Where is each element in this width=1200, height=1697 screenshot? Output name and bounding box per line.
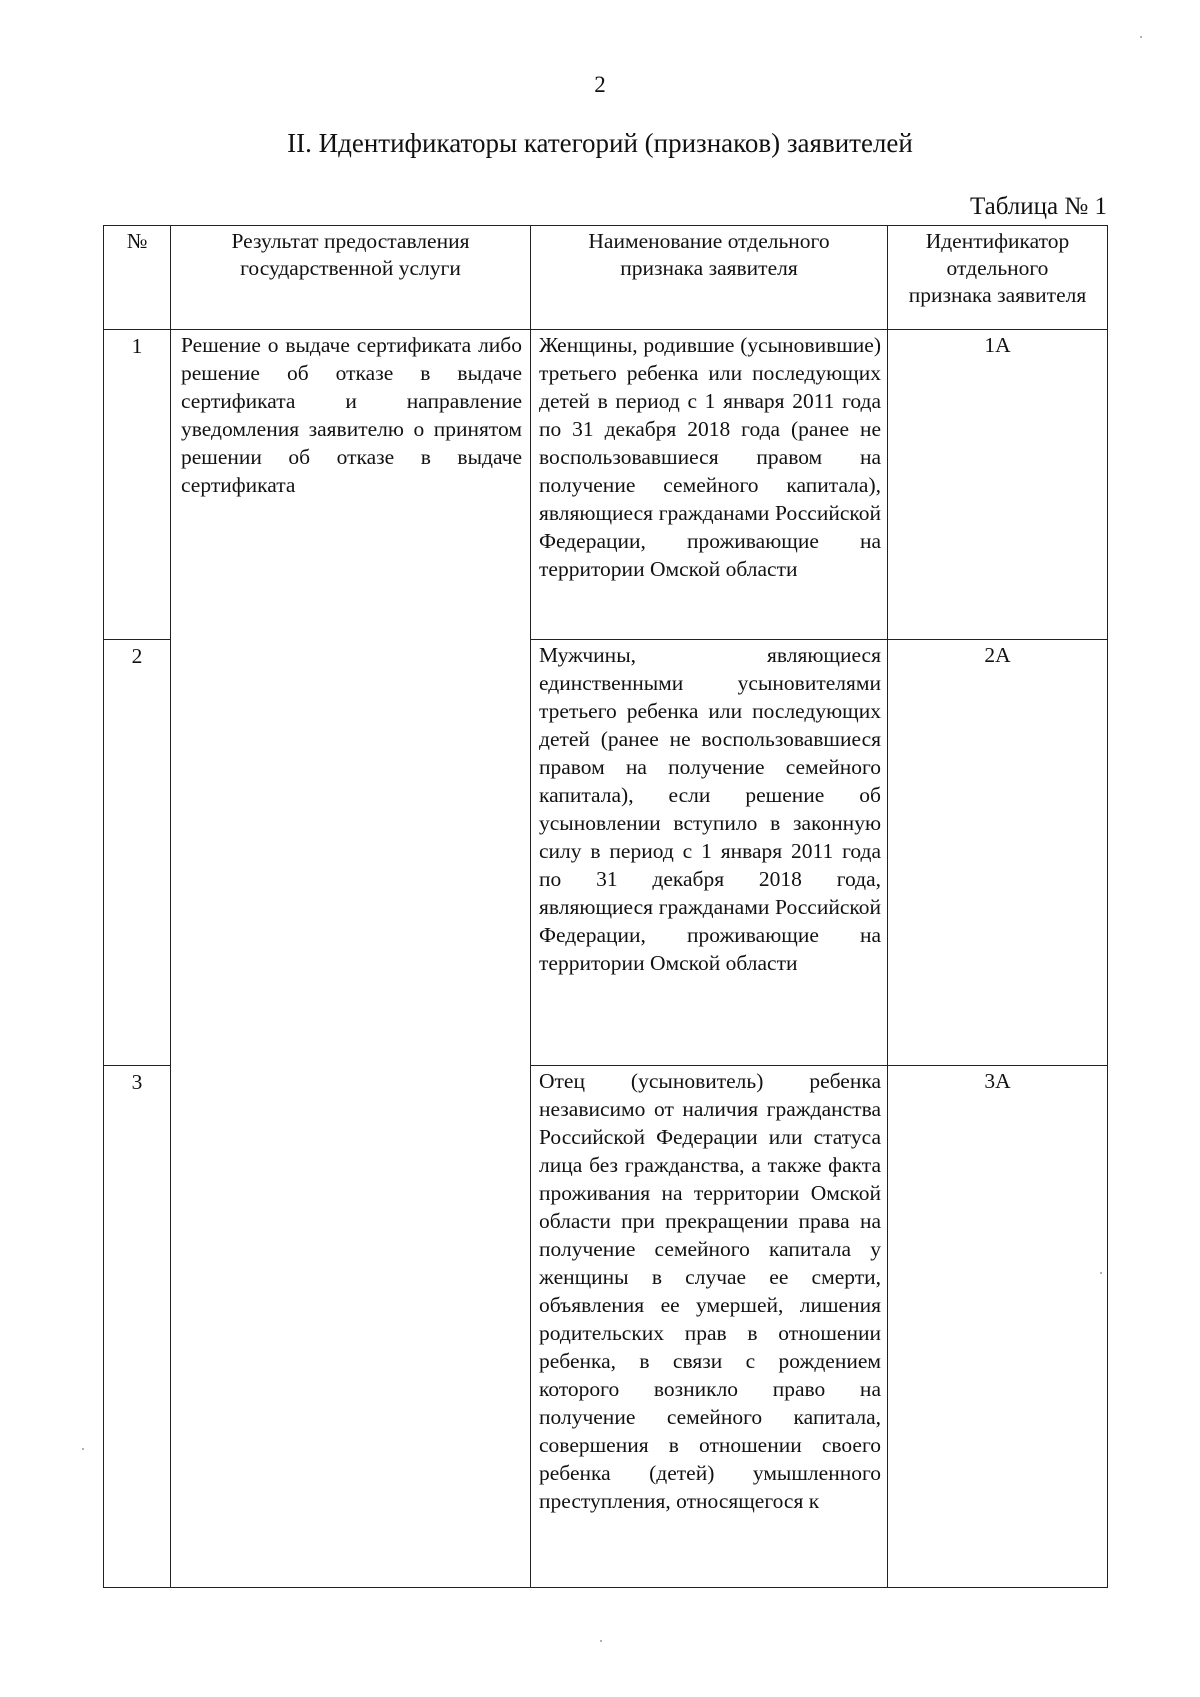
header-id: Идентификатор отдельного признака заявителя: [888, 226, 1108, 330]
result-text: Решение о выдаче сертификата либо решение об отказе в выдаче сертификата и направление уведомления заявителю о принятом решении об отказе в выдаче сертификата: [181, 333, 522, 497]
table-header-row: [104, 226, 1108, 330]
result-cell: [171, 330, 531, 1588]
scan-speck: [82, 1448, 84, 1450]
scan-speck: [1100, 1272, 1102, 1274]
row-name: Женщины, родившие (усыновившие) третьего ребенка или последующих детей в период с 1 января 2011 года по 31 декабря 2018 года (ранее не воспользовавшиеся правом на получение семейного капитала), являющиеся гражданами Российской Федерации, проживающие на территории Омской области: [531, 330, 888, 640]
row-id: 1А: [888, 330, 1108, 640]
scan-speck: [1140, 36, 1142, 38]
scan-speck: [600, 1640, 602, 1642]
row-id: 3А: [888, 1066, 1108, 1588]
table-row: [104, 330, 1108, 640]
row-id: 2А: [888, 640, 1108, 1066]
header-result: Результат предоставления государственной услуги: [171, 226, 531, 330]
page-number: 2: [594, 72, 606, 97]
row-num: 2: [104, 640, 171, 1066]
header-num: №: [104, 226, 171, 330]
row-name: Мужчины, являющиеся единственными усыновителями третьего ребенка или последующих детей (ранее не воспользовавшиеся правом на получение семейного капитала), если решение об усыновлении вступило в законную силу в период с 1 января 2011 года по 31 декабря 2018 года, являющиеся гражданами Российской Федерации, проживающие на территории Омской области: [531, 640, 888, 1066]
applicant-category-table: [103, 225, 1108, 1588]
row-num: 1: [104, 330, 171, 640]
section-title: II. Идентификаторы категорий (признаков) заявителей: [287, 128, 913, 158]
header-name: Наименование отдельного признака заявителя: [531, 226, 888, 330]
row-num: 3: [104, 1066, 171, 1588]
row-name: Отец (усыновитель) ребенка независимо от наличия гражданства Российской Федерации или статуса лица без гражданства, а также факта проживания на территории Омской области при прекращении права на получение семейного капитала у женщины в случае ее смерти, объявления ее умершей, лишения родительских прав в отношении ребенка, в связи с рождением которого возникло право на получение семейного капитала, совершения в отношении своего ребенка (детей) умышленного преступления, относящегося к: [531, 1066, 888, 1588]
table-caption: Таблица № 1: [969, 193, 1107, 220]
